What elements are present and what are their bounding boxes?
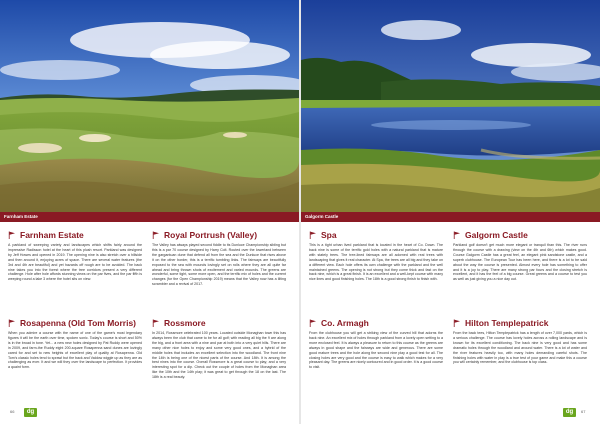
section-body: Parkland golf doesn't get much more elegant or tranquil than this. The river runs through the course with a drawing (view on the 4th and 6th) which makes good. Course Galgorm Castle has a great feel, an elegant pink sandstone castle, and a superb clubhouse. The European Tour has been here, and there is a lot to be said about the way the course is presented. Almost every hole has something to offer and it is a joy to play. There are many strong par fours and the closing stretch is excellent, and it has the feel of a big course. Great greens and a course to test you as well as just giving you a nice day out.: [453, 243, 587, 282]
section-heading: [309, 230, 443, 240]
section-heading: [453, 318, 587, 328]
page-number: 66: [10, 409, 15, 414]
section-farnham-estate: [8, 230, 142, 282]
section-hilton-templepatrick: [453, 318, 587, 365]
section-co-armagh: [309, 318, 443, 370]
flag-icon: [8, 231, 16, 239]
section-royal-portrush: [152, 230, 286, 287]
section-title: Galgorm Castle: [465, 230, 528, 240]
logo-text: dg: [26, 409, 35, 415]
farnham-estate-photo: [0, 0, 299, 212]
flag-icon: [152, 231, 160, 239]
lake-landscape-image: [301, 0, 600, 212]
section-rosapenna: [8, 318, 142, 370]
section-body: From the clubhouse you will get a striking view of the curved hill that adorns the back nine. An excellent mix of holes through parkland from a lovely open setting to a more enclosed feel. It is always a pleasure to return to this course as the greens are always in good shape and the fairways are wide and generous. There are some good mature trees and the hole along the second nine play a good test for all. The closing holes are very good and the course is easy to walk which makes for a very pleasant day. The greens are nicely contoured and in good order. It is a good course to visit.: [309, 331, 443, 370]
left-page: [0, 0, 299, 424]
section-body: From the back tees, Hilton Templepatrick has a length of over 7,000 yards, which is a serious challenge. The course has lovely holes across a rolling landscape and is known for its excellent conditioning. The back nine is very good and has some dramatic holes through the woodland and around water. There is a lot of water and the river features heavily too, with many holes demanding careful shots. The finishing holes with water in play is a true test of your game and make this a course you will certainly remember, and the clubhouse is top class.: [453, 331, 587, 365]
section-heading: [453, 230, 587, 240]
section-title: Rosapenna (Old Tom Morris): [20, 318, 137, 328]
flag-icon: [8, 319, 16, 327]
galgorm-castle-photo: [301, 0, 600, 212]
section-title: Spa: [321, 230, 337, 240]
golf-course-landscape-image: [0, 0, 299, 212]
section-title: Rossmore: [164, 318, 206, 328]
section-heading: [152, 230, 286, 240]
section-heading: [8, 318, 142, 328]
flag-icon: [152, 319, 160, 327]
section-body: This is a tight urban lived parkland that is located in the heart of Co. Down. The back nine is some of the terrific gold holes with a natural parkland that is mature with stately trees. The tree-lined fairways are all adorned with real trees with landscaping that gives it real character. At Spa, the trees are all big and they take on a different view. Each hole offers its own challenge with the parkland and the well maintained greens. The opening is not strong but they come thick and fast on the back nine, which is a great finish. It is an excellent and a well-kept course with many nice lines and good finishing holes. The 18th is a good strong finish to finish with.: [309, 243, 443, 282]
section-body: The Valley has always played second fiddle to its Dunluce Championship sibling but this is a par 70 course designed by Harry Colt. Routed over the lowerland between the gargantuan dune that defend all from the sea and the Dunluce that rises above it on the other border, this is a terrific tumbling links. The fairways are beautifully exposed to the sea with mounds lovingly set on rolls where they are all quite far ahead and bring thrown shots of excitement and varied mounds. The greens are wonderful, some tight, some more open, and the terrific mix of holes and the current changes (for the Open Championship 2019) means that the Valley now has a lilting scrambler and a revival of 2017.: [152, 243, 286, 287]
flag-icon: [453, 231, 461, 239]
section-title: Royal Portrush (Valley): [164, 230, 258, 240]
section-body: When you admire a course with the name of one of the game's most legendary figures it will be the earth over time, spoken sonic. Today's course is short and 50% is in the broad in tone. Yet... a new new holes designed by Pat Ruddy were opened in 2009, and farm-the Ruddy eight 200-square Rosapenna sand dunes are lovingly cared for and set to new heights of excellent play of quality at Rosapenna. Old Tom's classic holes tend to sprawl but the back and Valdow wiggle up as they are as challenging as ever. It and we will they over the landscape to perfection. It provides a quaint form.: [8, 331, 142, 370]
section-galgorm-castle: [453, 230, 587, 282]
section-title: Farnham Estate: [20, 230, 84, 240]
dg-logo: [563, 408, 576, 417]
section-title: Hilton Templepatrick: [465, 318, 549, 328]
photo-caption: Galgorm Castle: [305, 214, 339, 219]
section-heading: [309, 318, 443, 328]
section-body: A parkland of sweeping variety and landscapes which shifts fairly around the impressive Radisson hotel at the heart of this plush resort. Parkland was designed by Jeff Howes and opened in 2019. The opening nine is also stretch over a hillside and then around it, enjoying acres of space. There are several water features (the 3rd and 4th are beautiful) and yet hazards off rough are to be avoided. The back nine takes you into the forest where the tree corridors present a very different challenge. Hole after hole affords stunning views on the par fives, and the par fifth is weeping round a lake 3 where the hotel sits on view.: [8, 243, 142, 282]
flag-icon: [309, 231, 317, 239]
section-rossmore: [152, 318, 286, 380]
photo-caption-bar: [0, 212, 299, 222]
right-page: [301, 0, 600, 424]
section-heading: [8, 230, 142, 240]
logo-text: dg: [565, 409, 574, 415]
photo-caption: Farnham Estate: [4, 214, 38, 219]
section-body: In 2014, Rossmore celebrated 100 years. Located outside Monaghan town this has always been the club that came to be for all golf; with reading all big the 9 are along the big, and a front area with a nine and par at both into a very quiet hills. There are many other nice holes to enjoy and some very good ones, and a hybrid of the middle holes that includes an excellent selection into the woodland. The front nine the 14th is being one of the nicest parts of the course. And 18th. It is among the best nines into the course. Overall Rossmore is a great course to play; and a very interesting spot for a dip. Check out the couple of holes from the Monaghan area like the 10th and the 14th play; it was great to get through the 18 on the last. The 18th is a real beauty.: [152, 331, 286, 380]
page-number: 67: [581, 409, 586, 414]
section-title: Co. Armagh: [321, 318, 369, 328]
section-spa: [309, 230, 443, 282]
dg-logo: [24, 408, 37, 417]
section-heading: [152, 318, 286, 328]
flag-icon: [309, 319, 317, 327]
photo-caption-bar: [301, 212, 600, 222]
flag-icon: [453, 319, 461, 327]
